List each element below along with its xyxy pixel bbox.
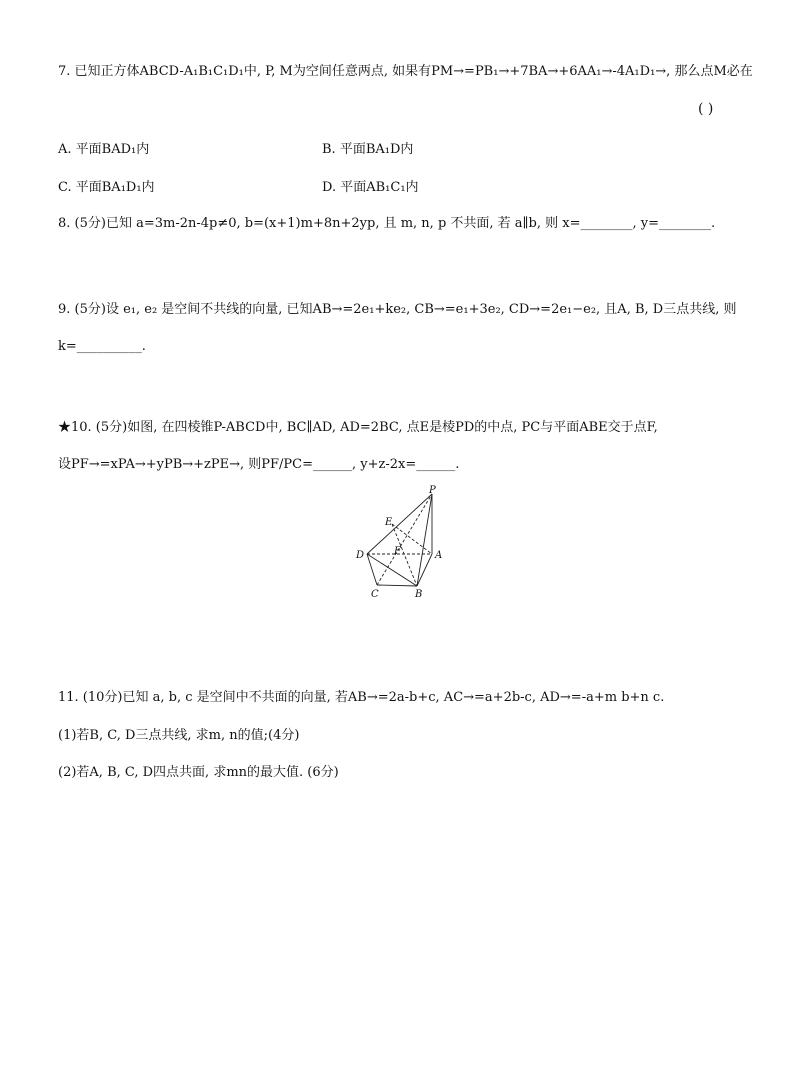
q11-part2: (2)若A, B, C, D四点共面, 求mn的最大值. (6分) — [58, 765, 339, 780]
edge-pd — [367, 494, 432, 554]
q10-line2: 设PF→=xPA→+yPB→+zPE→, 则PF/PC=______, y+z-2x=______. — [58, 457, 460, 472]
edge-pb — [417, 494, 432, 586]
q7-option-d: D. 平面AB₁C₁内 — [322, 180, 419, 195]
q9-line2: k=__________. — [58, 339, 146, 354]
q11-stem: 11. (10分)已知 a, b, c 是空间中不共面的向量, 若AB→=2a-b+c, AC→=a+2b-c, AD→=-a+m b+n c. — [58, 690, 665, 705]
pyramid-figure — [345, 484, 455, 606]
edge-dc — [367, 554, 377, 585]
q11-part1: (1)若B, C, D三点共线, 求m, n的值;(4分) — [58, 728, 300, 743]
label-c: C — [371, 589, 379, 600]
q7-option-a: A. 平面BAD₁内 — [58, 142, 150, 157]
edge-cb — [377, 585, 417, 586]
q7-stem: 7. 已知正方体ABCD-A₁B₁C₁D₁中, P, M为空间任意两点, 如果有PM→=PB₁→+7BA→+6AA₁→-4A₁D₁→, 那么点M必在 — [58, 64, 753, 79]
q7-option-c: C. 平面BA₁D₁内 — [58, 180, 155, 195]
label-p: P — [429, 485, 436, 496]
q8-stem: 8. (5分)已知 a=3m-2n-4p≠0, b=(x+1)m+8n+2yp, 且 m, n, p 不共面, 若 a∥b, 则 x=________, y=________. — [58, 216, 716, 231]
label-f: F — [394, 546, 401, 557]
q10-line1: ★10. (5分)如图, 在四棱锥P-ABCD中, BC∥AD, AD=2BC, 点E是棱PD的中点, PC与平面ABE交于点F, — [58, 420, 658, 435]
label-d: D — [356, 550, 365, 561]
edge-db — [367, 554, 417, 586]
label-a: A — [435, 550, 443, 561]
label-e: E — [385, 517, 393, 528]
q7-option-b: B. 平面BA₁D内 — [322, 142, 414, 157]
q9-line1: 9. (5分)设 e₁, e₂ 是空间不共线的向量, 已知AB→=2e₁+ke₂, CB→=e₁+3e₂, CD→=2e₁−e₂, 且A, B, D三点共线, 则 — [58, 302, 737, 317]
q7-answer-paren: ( ) — [698, 101, 714, 117]
label-b: B — [415, 589, 423, 600]
